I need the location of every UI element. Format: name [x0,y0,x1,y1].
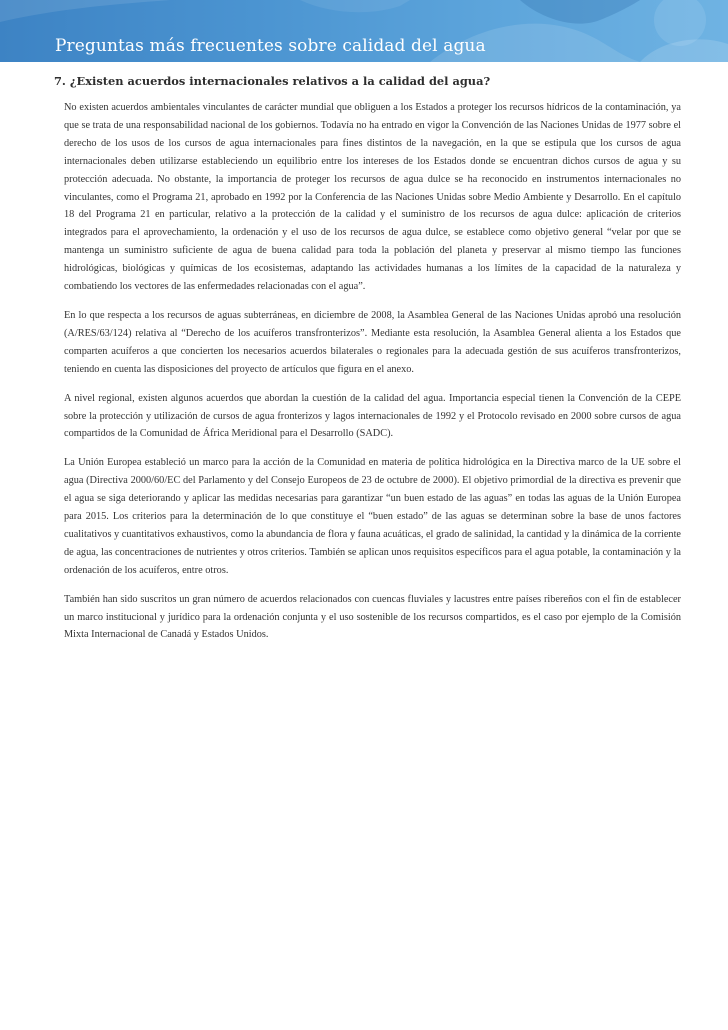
paragraph: La Unión Europea estableció un marco para la acción de la Comunidad en materia de política hidrológica en la Directiva marco de la UE sobre el agua (Directiva 2000/60/EC del Parlamento y del Consejo Europeos de 23 de octubre de 2000). El objetivo primordial de la directiva es prevenir que el agua se siga deteriorando y aplicar las medidas necesarias para garantizar “un buen estado de las aguas” en todas las aguas de la Unión Europea para 2015. Los criterios para la determinación de lo que constituye el “buen estado” de las aguas se determinan sobre la base de unos factores cualitativos y cuantitativos exhaustivos, como la abundancia de flora y fauna acuáticas, el grado de salinidad, la cantidad y la dinámica de la corriente de agua, las concentraciones de nutrientes y otros criterios. También se aplican unos requisitos específicos para el agua potable, la contaminación y la ordenación de los acuíferos, entre otros. [64,457,682,576]
paragraph: También han sido suscritos un gran número de acuerdos relacionados con cuencas fluviales y lacustres entre países ribereños con el fin de establecer un marco institucional y jurídico para la ordenación conjunta y el uso sostenible de los recursos compartidos, es el caso por ejemplo de la Comisión Mixta Internacional de Canadá y Estados Unidos. [64,593,681,641]
page-title: Preguntas más frecuentes sobre calidad del agua [55,36,486,56]
paragraph: En lo que respecta a los recursos de aguas subterráneas, en diciembre de 2008, la Asamblea General de las Naciones Unidas aprobó una resolución (A/RES/63/124) relativa al “Derecho de los acuíferos transfronterizos”. Mediante esta resolución, la Asamblea General alienta a los Estados que comparten acuíferos a que concierten los necesarios acuerdos bilaterales o regionales para la adecuada gestión de sus acuíferos transfronterizos, teniendo en cuenta las disposiciones del proyecto de artículos que figura en el anexo. [64,309,681,375]
paragraph: A nivel regional, existen algunos acuerdos que abordan la cuestión de la calidad del agua. Importancia especial tienen la Convención de la CEPE sobre la protección y utilización de cursos de agua fronterizos y lagos internacionales de 1992 y el Protocolo revisado en 2000 sobre cursos de agua compartidos de la Comunidad de África Meridional para el Desarrollo (SADC). [64,392,681,440]
header-banner [0,0,728,62]
answer-body [64,99,681,655]
paragraph: No existen acuerdos ambientales vinculantes de carácter mundial que obliguen a los Estados a proteger los recursos hídricos de la contaminación, ya que se trata de una responsabilidad nacional de los gobiernos. Todavía no ha entrado en vigor la Convención de las Naciones Unidas de 1977 sobre el derecho de los usos de los cursos de agua internacionales para fines distintos de la navegación, en la que se estipula que los cursos de agua internacionales deben utilizarse estableciendo un equilibrio entre los intereses de los Estados donde se encuentran dichos cursos de agua y su protección adecuada. No obstante, la importancia de proteger los recursos de agua dulce se ha reconocido en instrumentos internacionales no vinculantes, como el Programa 21, aprobado en 1992 por la Conferencia de las Naciones Unidas sobre Medio Ambiente y Desarrollo. En el capítulo 18 del Programa 21 en particular, relativo a la protección de la calidad y el suministro de los recursos de agua dulce: aplicación de criterios integrados para el aprovechamiento, la ordenación y el uso de los recursos de agua dulce, se establece como objetivo general “velar por que se mantenga un suministro suficiente de agua de buena calidad para toda la población del planeta y preservar al mismo tiempo las funciones hidrológicas, biológicas y químicas de los ecosistemas, adaptando las actividades humanas a los límites de la capacidad de la naturaleza y combatiendo los vectores de las enfermedades relacionadas con el agua”. [64,102,681,293]
question-heading: 7. ¿Existen acuerdos internacionales relativos a la calidad del agua? [54,74,491,88]
